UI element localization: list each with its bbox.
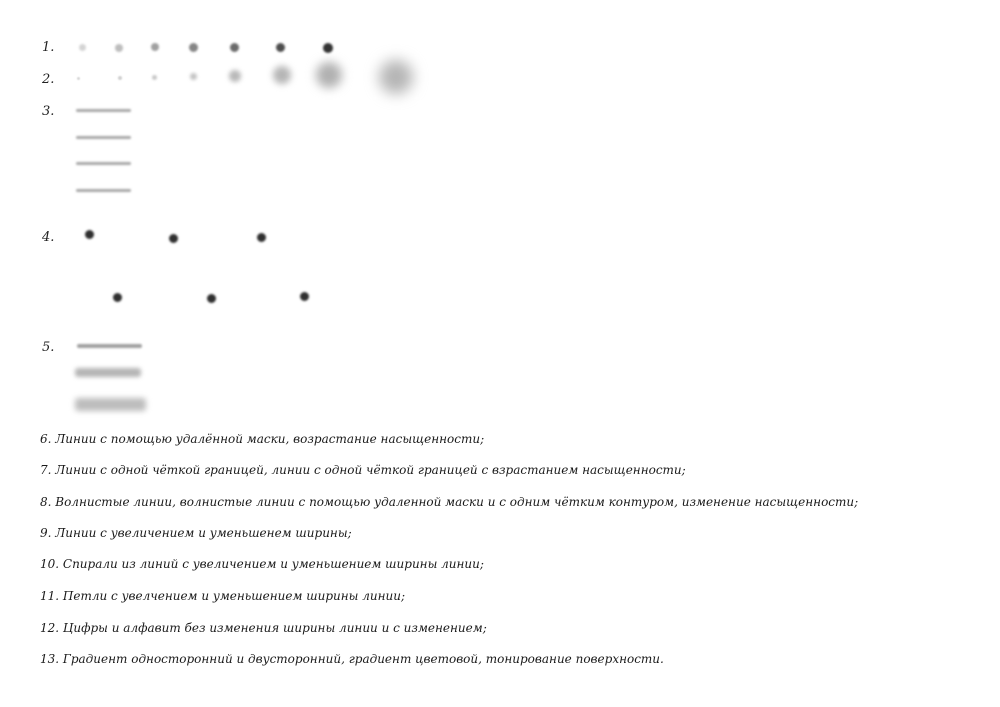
row5-line	[75, 368, 141, 377]
row3-line	[76, 109, 131, 112]
row2-dot	[273, 66, 291, 84]
row4-dot	[300, 292, 309, 301]
row1-dot	[276, 43, 285, 52]
row4-dot	[207, 294, 216, 303]
exercise-number-1: 1.	[42, 40, 55, 55]
task-11: 11. Петли с увелчением и уменьшением ширины линии;	[40, 589, 406, 603]
row2-dot	[152, 75, 157, 80]
task-9: 9. Линии с увеличением и уменьшенем ширины;	[40, 526, 352, 540]
task-6: 6. Линии с помощью удалённой маски, возрастание насыщенности;	[40, 432, 485, 446]
task-13: 13. Градиент односторонний и двусторонний, градиент цветовой, тонирование поверхности.	[40, 652, 664, 666]
row3-line	[76, 189, 131, 192]
row1-dot	[115, 44, 123, 52]
row5-line	[75, 398, 146, 411]
row4-dot	[169, 234, 178, 243]
row1-dot	[151, 43, 159, 51]
task-10: 10. Спирали из линий с увеличением и уменьшением ширины линии;	[40, 557, 484, 571]
task-8: 8. Волнистые линии, волнистые линии с помощью удаленной маски и с одним чётким контуром, изменение насыщенности;	[40, 495, 859, 509]
exercise-number-4: 4.	[42, 230, 55, 245]
row4-dot	[85, 230, 94, 239]
row4-dot	[257, 233, 266, 242]
exercise-number-2: 2.	[42, 72, 55, 87]
row1-dot	[323, 43, 333, 53]
row2-dot	[379, 60, 413, 94]
task-7: 7. Линии с одной чёткой границей, линии с одной чёткой границей с взрастанием насыщенности;	[40, 463, 686, 477]
row3-line	[76, 162, 131, 165]
row2-dot	[77, 77, 80, 80]
row1-dot	[230, 43, 239, 52]
row5-line	[77, 344, 142, 348]
row2-dot	[118, 76, 122, 80]
task-12: 12. Цифры и алфавит без изменения ширины линии и с изменением;	[40, 621, 487, 635]
row4-dot	[113, 293, 122, 302]
row2-dot	[316, 62, 342, 88]
row2-dot	[190, 73, 197, 80]
row1-dot	[79, 44, 86, 51]
row1-dot	[189, 43, 198, 52]
row3-line	[76, 136, 131, 139]
row2-dot	[229, 70, 241, 82]
exercise-number-5: 5.	[42, 340, 55, 355]
exercise-number-3: 3.	[42, 104, 55, 119]
